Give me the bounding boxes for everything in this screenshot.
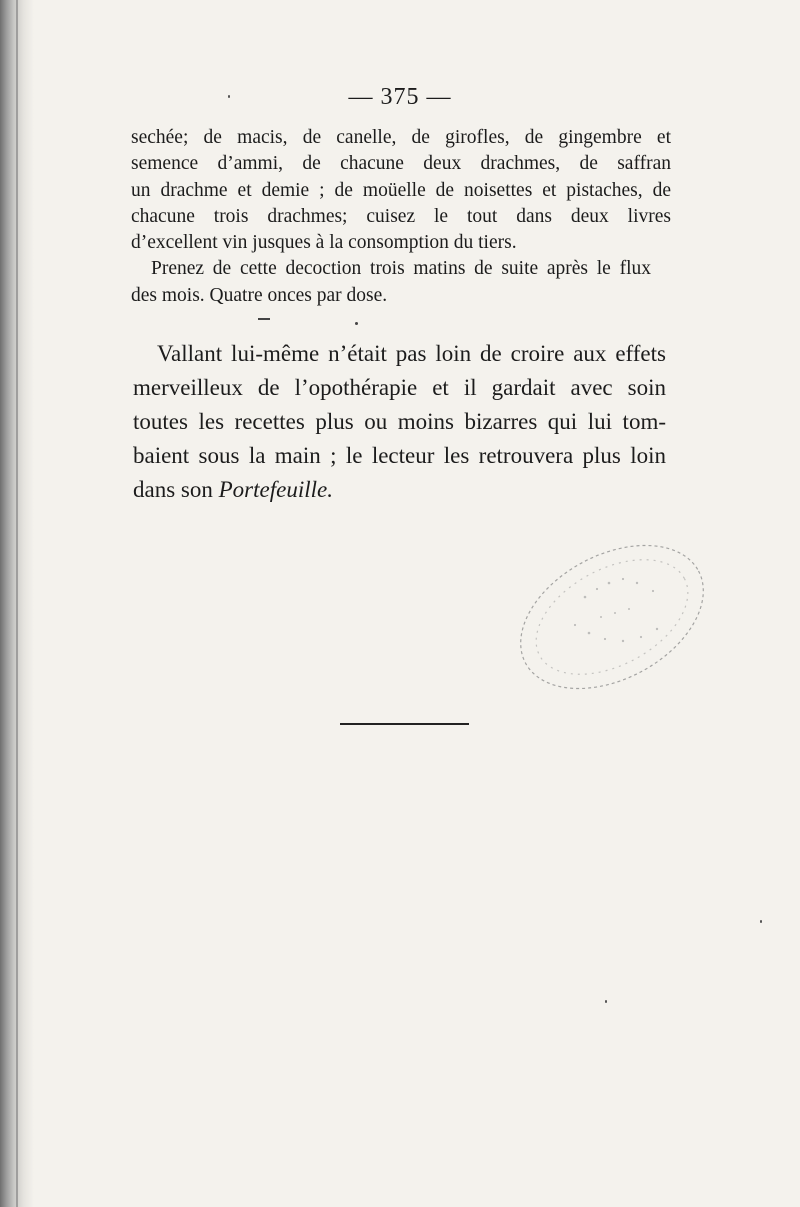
text-line: semence d’ammi, de chacune deux drachmes, de saffran (131, 153, 671, 175)
text-line: d’excellent vin jusques à la consomption du tiers. (131, 232, 517, 254)
text-line-final (133, 473, 666, 507)
stray-dash-mark (258, 318, 270, 320)
page-number: — 375 — (348, 84, 452, 110)
book-title: Portefeuille. (218, 477, 333, 502)
paper-speck (605, 1000, 607, 1003)
text-line: toutes les recettes plus ou moins bizarres qui lui tom- (133, 409, 666, 434)
text-prefix: dans son (133, 477, 219, 502)
binding-edge (16, 0, 18, 1207)
text-line: baient sous la main ; le lecteur les retrouvera plus loin (133, 443, 666, 468)
paper-speck (760, 920, 762, 923)
text-line: Prenez de cette decoction trois matins de suite après le flux (151, 258, 651, 280)
commentary-text (133, 337, 673, 507)
paper-speck (228, 95, 230, 98)
text-line: chacune trois drachmes; cuisez le tout dans deux livres (131, 205, 671, 227)
stray-dot-mark (355, 322, 358, 325)
end-rule (340, 723, 469, 725)
text-line: des mois. Quatre onces par dose. (131, 284, 388, 306)
text-line: un drachme et demie ; de moüelle de noisettes et pistaches, de (131, 179, 671, 201)
text-line: Vallant lui-même n’était pas loin de croire aux effets (157, 341, 666, 366)
text-line: merveilleux de l’opothérapie et il gardait avec soin (133, 375, 666, 400)
recipe-text (131, 125, 671, 309)
text-line: sechée; de macis, de canelle, de girofles, de gingembre et (131, 127, 671, 148)
library-stamp (505, 525, 720, 710)
